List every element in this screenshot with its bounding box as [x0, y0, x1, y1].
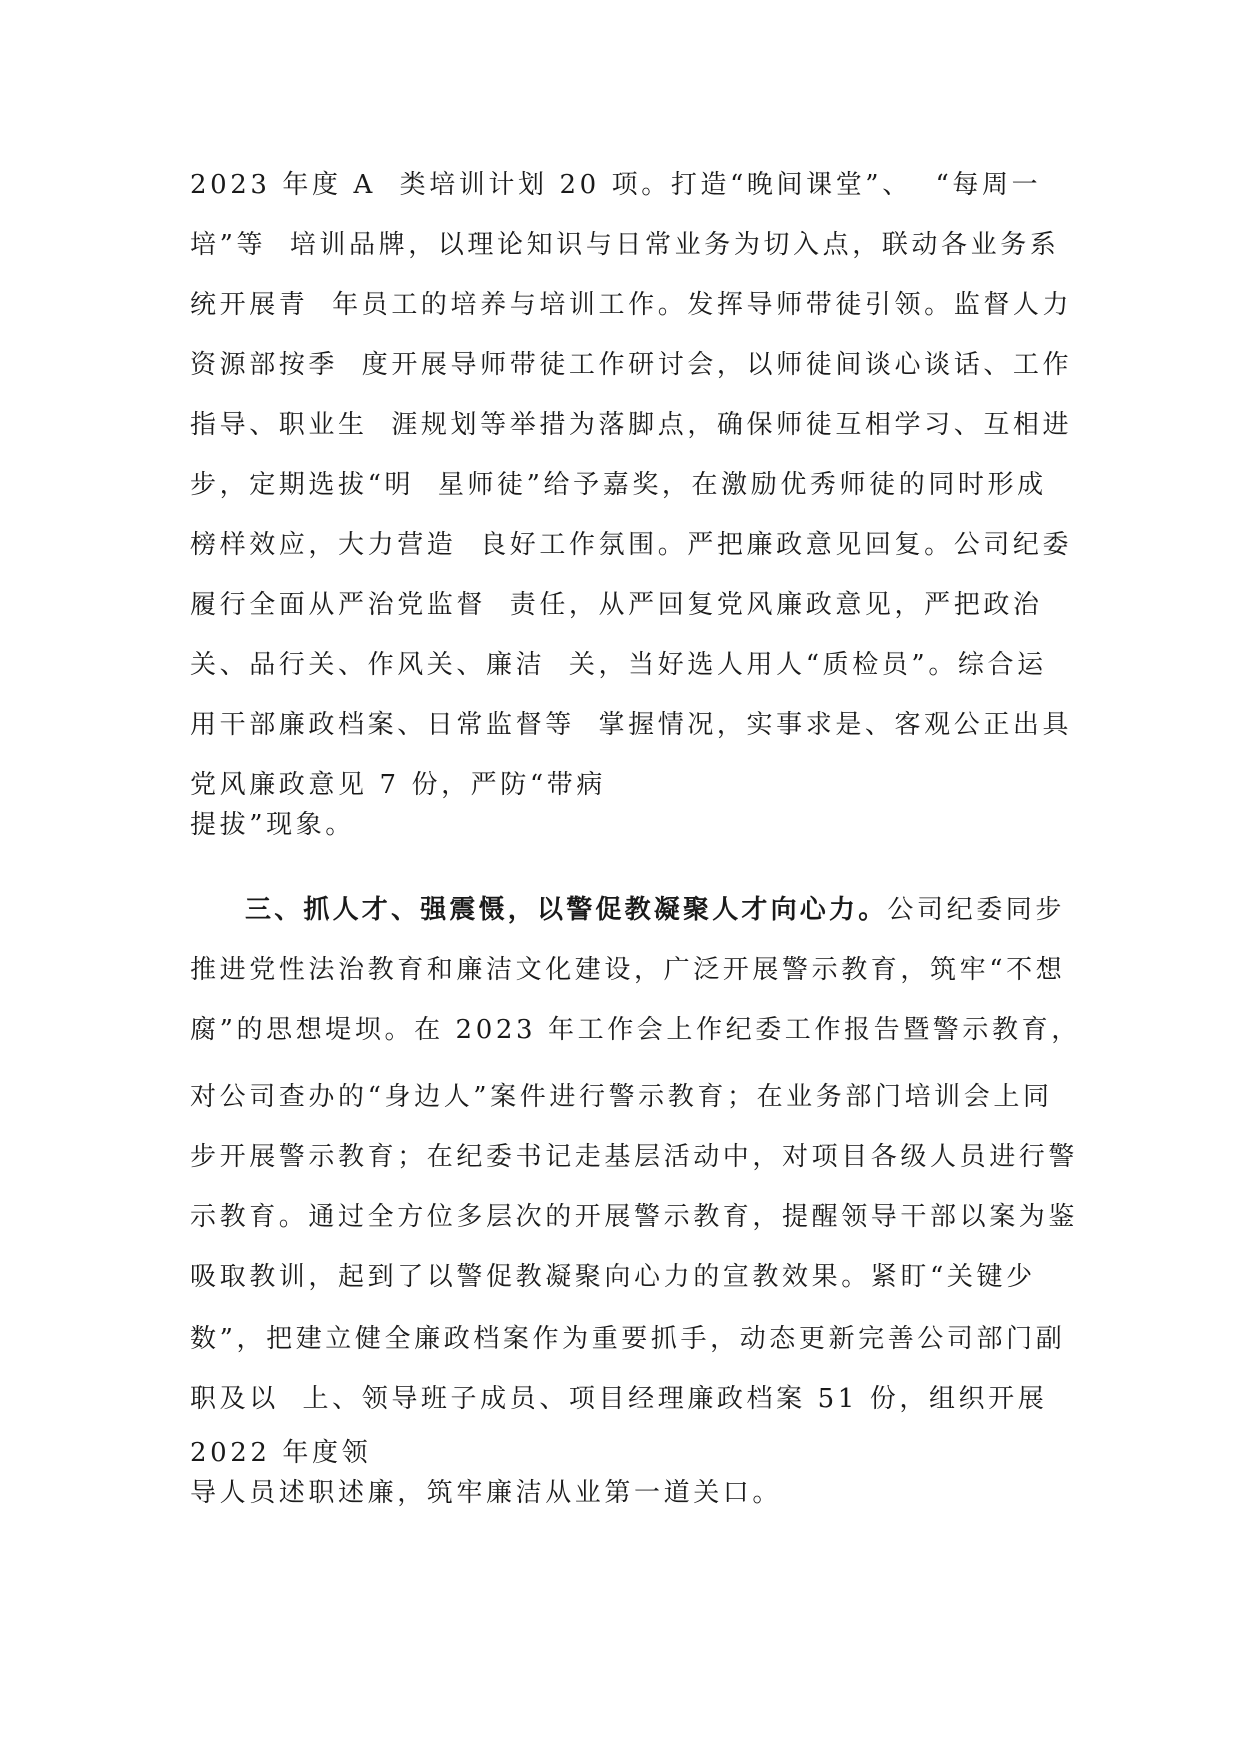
- text-line: 指导、职业生 涯规划等举措为落脚点，确保师徒互相学习、互相进: [190, 410, 1073, 440]
- text-line: 对公司查办的“身边人”案件进行警示教育；在业务部门培训会上同: [190, 1082, 1053, 1112]
- section-heading-line: [245, 893, 1065, 927]
- text-line: 腐”的思想堤坝。在 2023 年工作会上作纪委工作报告暨警示教育，: [190, 1015, 1081, 1045]
- text-line: 履行全面从严治党监督 责任，从严回复党风廉政意见，严把政治: [190, 590, 1043, 620]
- text-line: 推进党性法治教育和廉洁文化建设，广泛开展警示教育，筑牢“不想: [190, 955, 1066, 985]
- heading-line-rest: 公司纪委同步: [887, 895, 1066, 925]
- text-line: 党风廉政意见 7 份，严防“带病: [190, 770, 606, 800]
- text-line: 示教育。通过全方位多层次的开展警示教育，提醒领导干部以案为鉴: [190, 1202, 1079, 1232]
- text-line: 提拔”现象。: [190, 810, 355, 840]
- text-line: 导人员述职述廉，筑牢廉洁从业第一道关口。: [190, 1478, 783, 1508]
- text-line: 资源部按季 度开展导师带徒工作研讨会，以师徒间谈心谈话、工作: [190, 350, 1073, 380]
- text-line: 职及以 上、领导班子成员、项目经理廉政档案 51 份，组织开展: [190, 1384, 1048, 1414]
- text-line: 培”等 培训品牌，以理论知识与日常业务为切入点，联动各业务系: [190, 230, 1060, 260]
- text-line: 用干部廉政档案、日常监督等 掌握情况，实事求是、客观公正出具: [190, 710, 1073, 740]
- text-line: 统开展青 年员工的培养与培训工作。发挥导师带徒引领。监督人力: [190, 290, 1073, 320]
- section-heading: 三、抓人才、强震慑，以警促教凝聚人才向心力。: [245, 895, 888, 925]
- text-line: 榜样效应，大力营造 良好工作氛围。严把廉政意见回复。公司纪委: [190, 530, 1073, 560]
- text-line: 步开展警示教育；在纪委书记走基层活动中，对项目各级人员进行警: [190, 1142, 1079, 1172]
- text-line: 2023 年度 A 类培训计划 20 项。打造“晚间课堂”、 “每周一: [190, 170, 1042, 200]
- text-line: 2022 年度领: [190, 1438, 372, 1468]
- text-line: 关、品行关、作风关、廉洁 关，当好选人用人“质检员”。综合运: [190, 650, 1047, 680]
- text-line: 数”，把建立健全廉政档案作为重要抓手，动态更新完善公司部门副: [190, 1324, 1066, 1354]
- text-line: 步，定期选拔“明 星师徒”给予嘉奖，在激励优秀师徒的同时形成: [190, 470, 1047, 500]
- text-line: 吸取教训，起到了以警促教凝聚向心力的宣教效果。紧盯“关键少: [190, 1262, 1036, 1292]
